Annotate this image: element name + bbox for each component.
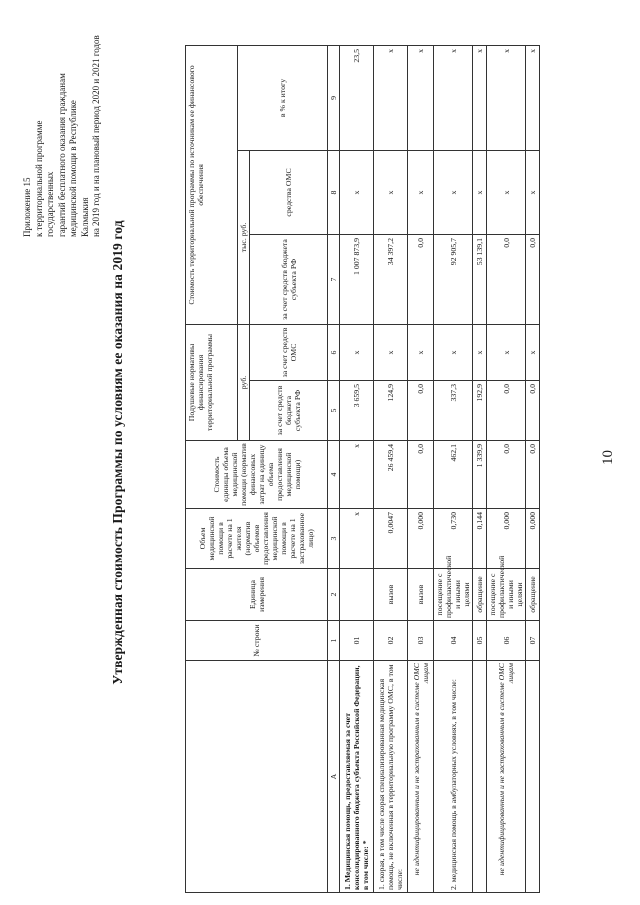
row-unit-cost: 0,0 xyxy=(487,441,526,509)
row-volume: х xyxy=(340,509,374,569)
row-total-oms: х xyxy=(473,150,487,234)
row-per-capita-budget: 124,9 xyxy=(374,381,408,441)
table-row xyxy=(434,45,473,892)
row-unit-cost: 0,0 xyxy=(408,441,434,509)
row-per-capita-budget: 0,0 xyxy=(487,381,526,441)
header-col-a xyxy=(186,661,328,893)
row-name: 1. Медицинская помощь, предоставляемая за счет консолидированного бюджета субъекта Российской Федерации, в том числе: * xyxy=(340,661,374,893)
row-total-oms: х xyxy=(340,150,374,234)
table-body xyxy=(340,45,540,892)
row-per-capita-budget: 3 659,5 xyxy=(340,381,374,441)
row-total-oms: х xyxy=(408,150,434,234)
header-total-cost-group: Стоимость территориальной программы по источникам ее финансового обеспечения xyxy=(186,45,238,324)
index-cell: 4 xyxy=(328,441,340,509)
table-row xyxy=(526,45,540,892)
appendix-line: гарантий бесплатного оказания гражданам xyxy=(56,73,67,237)
row-number: 01 xyxy=(340,621,374,661)
row-unit-cost: 0,0 xyxy=(526,441,540,509)
row-total-oms: х xyxy=(374,150,408,234)
index-cell: 5 xyxy=(328,381,340,441)
table-row xyxy=(473,45,487,892)
row-total-budget: 34 397,2 xyxy=(374,234,408,324)
index-cell: 1 xyxy=(328,621,340,661)
row-number: 03 xyxy=(408,621,434,661)
header-unit-thousand: тыс. руб. xyxy=(238,150,250,324)
appendix-line: государственных xyxy=(45,171,55,237)
row-unit: обращение xyxy=(526,569,540,621)
row-name xyxy=(526,661,540,893)
header-per-capita-oms: за счет средств ОМС xyxy=(250,324,328,380)
row-per-capita-budget: 0,0 xyxy=(408,381,434,441)
cost-table xyxy=(185,45,540,893)
header-per-capita-budget: за счет средств бюджета субъекта РФ xyxy=(250,381,328,441)
row-percent: х xyxy=(487,45,526,150)
appendix-line: к территориальной программе xyxy=(33,120,44,237)
row-unit-cost: 462,1 xyxy=(434,441,473,509)
row-volume: 0,730 xyxy=(434,509,473,569)
header-total-budget: за счет средств бюджета субъекта РФ xyxy=(250,234,328,324)
row-name: не идентифицированным и не застрахованным в системе ОМС лицам xyxy=(408,661,434,893)
row-total-oms: х xyxy=(526,150,540,234)
header-row-number: № строки xyxy=(186,621,328,661)
row-percent: х xyxy=(434,45,473,150)
row-unit-cost: х xyxy=(340,441,374,509)
index-cell: 7 xyxy=(328,234,340,324)
row-per-capita-oms: х xyxy=(473,324,487,380)
row-per-capita-oms: х xyxy=(374,324,408,380)
row-unit: посещение с профилактической и иными целями xyxy=(434,569,473,621)
index-cell: 3 xyxy=(328,509,340,569)
row-per-capita-oms: х xyxy=(434,324,473,380)
row-per-capita-oms: х xyxy=(340,324,374,380)
header-unit-cost: Стоимость единицы объема медицинской помощи (норматив финансовых затрат на единицу объема предоставления медицинской помощи) xyxy=(186,441,328,509)
header-unit-rub: руб. xyxy=(238,324,250,440)
row-total-budget: 0,0 xyxy=(408,234,434,324)
row-volume: 0,000 xyxy=(487,509,526,569)
row-number: 07 xyxy=(526,621,540,661)
table-row xyxy=(408,45,434,892)
row-volume: 0,000 xyxy=(526,509,540,569)
row-unit: обращение xyxy=(473,569,487,621)
row-percent: х xyxy=(473,45,487,150)
row-percent: 23,5 xyxy=(340,45,374,150)
table-row xyxy=(340,45,374,892)
row-name: не идентифицированным и не застрахованным в системе ОМС лицам xyxy=(487,661,526,893)
index-cell: 2 xyxy=(328,569,340,621)
appendix-line: на 2019 год и на плановый период 2020 и 2021 годов xyxy=(91,35,101,237)
row-per-capita-oms: х xyxy=(526,324,540,380)
row-total-budget: 1 007 873,9 xyxy=(340,234,374,324)
row-unit: вызов xyxy=(374,569,408,621)
row-volume: 0,144 xyxy=(473,509,487,569)
row-volume: 0,000 xyxy=(408,509,434,569)
row-per-capita-oms: х xyxy=(487,324,526,380)
row-unit: вызов xyxy=(408,569,434,621)
row-percent: х xyxy=(408,45,434,150)
row-total-budget: 92 905,7 xyxy=(434,234,473,324)
header-total-oms: средства ОМС xyxy=(250,150,328,234)
row-name xyxy=(473,661,487,893)
page-number: 10 xyxy=(600,450,616,465)
row-unit-cost: 1 339,9 xyxy=(473,441,487,509)
row-number: 05 xyxy=(473,621,487,661)
row-per-capita-budget: 192,9 xyxy=(473,381,487,441)
appendix-note xyxy=(22,17,103,237)
appendix-line: Приложение 15 xyxy=(22,177,32,237)
page-title: Утвержденная стоимость Программы по условиям ее оказания на 2019 год xyxy=(110,220,125,685)
row-unit xyxy=(340,569,374,621)
header-volume: Объем медицинской помощи в расчете на 1 жителя (норматив объемов предоставления медицинской помощи в расчете на 1 застрахованное лицо) xyxy=(186,509,328,569)
appendix-line: медицинской помощи в Республике xyxy=(68,100,78,237)
row-per-capita-budget: 0,0 xyxy=(526,381,540,441)
header-percent: в % к итогу xyxy=(238,45,328,150)
row-unit: посещение с профилактической и иными целями xyxy=(487,569,526,621)
row-name: 1. скорая, в том числе скорая специализированная медицинская помощь, не включенная в территориальную программу ОМС, в том числе: xyxy=(374,661,408,893)
row-total-budget: 53 139,1 xyxy=(473,234,487,324)
header-unit: Единица измерения xyxy=(186,569,328,621)
header-per-capita-group: Подушевые нормативы финансирования территориальной программы xyxy=(186,324,238,440)
appendix-line: Калмыкия xyxy=(79,197,90,237)
row-name: 2. медицинская помощь в амбулаторных условиях, в том числе: xyxy=(434,661,473,893)
row-unit-cost: 26 459,4 xyxy=(374,441,408,509)
row-percent: х xyxy=(374,45,408,150)
index-cell: А xyxy=(328,661,340,893)
row-total-oms: х xyxy=(434,150,473,234)
row-total-budget: 0,0 xyxy=(487,234,526,324)
row-volume: 0,0047 xyxy=(374,509,408,569)
index-cell: 8 xyxy=(328,150,340,234)
row-percent: х xyxy=(526,45,540,150)
row-number: 02 xyxy=(374,621,408,661)
row-total-oms: х xyxy=(487,150,526,234)
row-number: 04 xyxy=(434,621,473,661)
row-per-capita-budget: 337,3 xyxy=(434,381,473,441)
row-per-capita-oms: х xyxy=(408,324,434,380)
table-row xyxy=(487,45,526,892)
index-cell: 6 xyxy=(328,324,340,380)
row-total-budget: 0,0 xyxy=(526,234,540,324)
table-row xyxy=(374,45,408,892)
row-number: 06 xyxy=(487,621,526,661)
index-cell: 9 xyxy=(328,45,340,150)
